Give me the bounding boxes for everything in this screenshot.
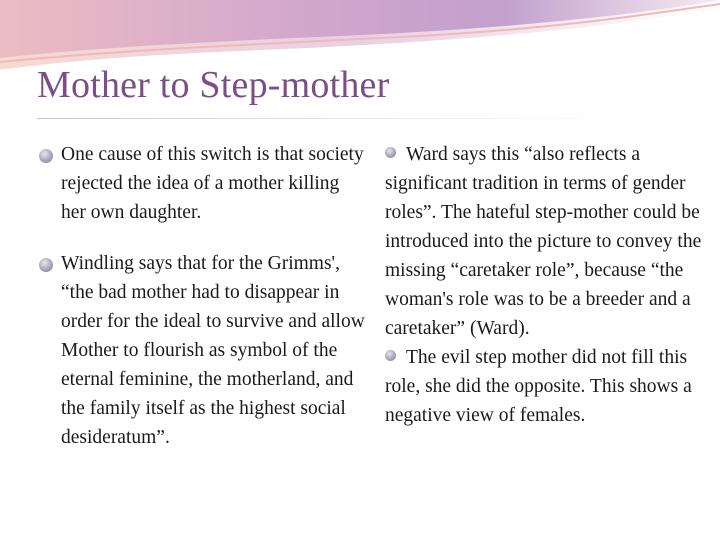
slide-title: Mother to Step-mother — [37, 64, 390, 106]
bullet-icon — [39, 258, 53, 272]
left-bullet-1-text: One cause of this switch is that society rejected the idea of a mother killing her own daughter. — [61, 144, 364, 223]
right-bullet-1-text: Ward says this “also reflects a significant tradition in terms of gender roles”. The hateful step-mother could be introduced into the picture to convey the missing “caretaker role”, because “the woman's role was to be a breeder and a caretaker” (Ward). — [385, 144, 702, 339]
bullet-icon — [385, 350, 396, 361]
title-divider — [37, 118, 627, 119]
right-bullet-2-text: The evil step mother did not fill this role, she did the opposite. This shows a negative view of females. — [385, 347, 692, 426]
bullet-icon — [385, 147, 396, 158]
right-bullet-2 — [385, 343, 705, 430]
left-bullet-2-text: Windling says that for the Grimms', “the bad mother had to disappear in order for the ideal to survive and allow Mother to flourish as symbol of the eternal feminine, the motherland, and the family itself as the highest social desideratum”. — [61, 253, 365, 448]
left-bullet-2 — [37, 249, 367, 452]
right-column — [385, 140, 705, 430]
left-bullet-1 — [37, 140, 367, 227]
bullet-icon — [39, 149, 53, 163]
left-column — [37, 140, 367, 474]
right-bullet-1 — [385, 140, 705, 343]
